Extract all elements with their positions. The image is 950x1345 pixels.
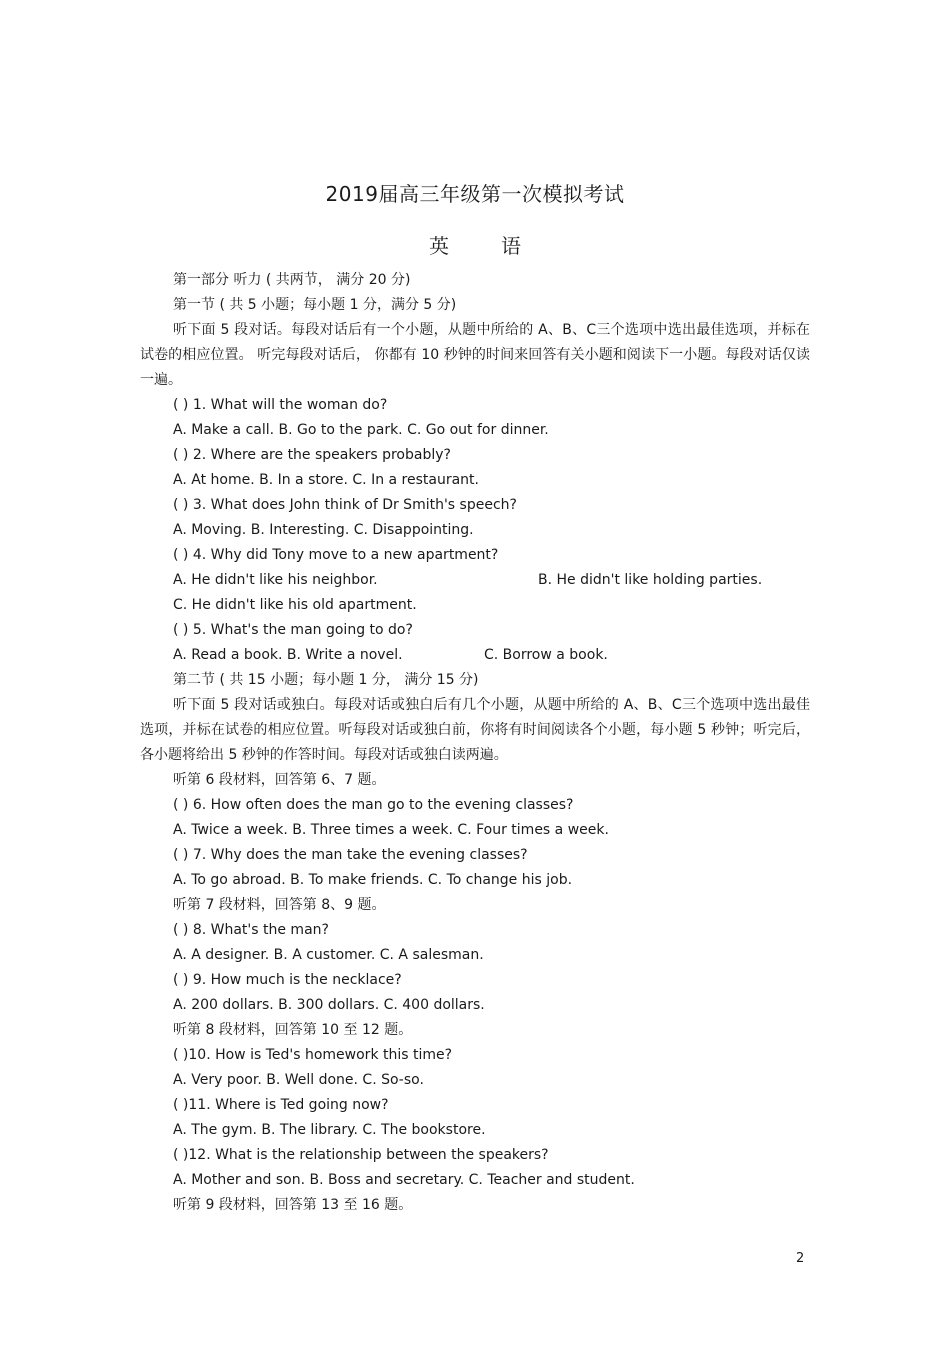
question-1: ( ) 1. What will the woman do? [173, 397, 388, 413]
options-6: A. Twice a week. B. Three times a week. C. Four times a week. [173, 822, 609, 838]
part-heading: 第一部分 听力 ( 共两节， 满分 20 分) [173, 272, 411, 288]
options-8: A. A designer. B. A customer. C. A salesman. [173, 947, 484, 963]
options-10: A. Very poor. B. Well done. C. So-so. [173, 1072, 424, 1088]
section-heading: 第一节 ( 共 5 小题；每小题 1 分，满分 5 分) [173, 297, 457, 313]
question-10: ( )10. How is Ted's homework this time? [173, 1047, 453, 1063]
option-4a: A. He didn't like his neighbor. [173, 572, 378, 588]
material-heading: 听第 8 段材料，回答第 10 至 12 题。 [173, 1022, 413, 1038]
question-8: ( ) 8. What's the man? [173, 922, 329, 938]
section-instructions: 听下面 5 段对话或独白。每段对话或独白后有几个小题，从题中所给的 A、B、C三个选项中选出最佳选项，并标在试卷的相应位置。听每段对话或独白前，你将有时间阅读各个小题，每小题 5 秒钟；听完后，各小题将给出 5 秒钟的作答时间。每段对话或独白读两遍。 [140, 697, 810, 763]
question-11: ( )11. Where is Ted going now? [173, 1097, 389, 1113]
options-1: A. Make a call. B. Go to the park. C. Go out for dinner. [173, 422, 549, 438]
exam-title: 2019届高三年级第一次模拟考试 [325, 182, 625, 206]
material-heading: 听第 9 段材料，回答第 13 至 16 题。 [173, 1197, 413, 1213]
material-heading: 听第 6 段材料，回答第 6、7 题。 [173, 772, 386, 788]
option-5ab: A. Read a book. B. Write a novel. [173, 647, 403, 663]
question-9: ( ) 9. How much is the necklace? [173, 972, 402, 988]
option-4c: C. He didn't like his old apartment. [173, 597, 417, 613]
options-2: A. At home. B. In a store. C. In a restaurant. [173, 472, 479, 488]
subject-char-1: 英 [429, 234, 449, 258]
option-5c: C. Borrow a book. [484, 647, 608, 663]
question-4: ( ) 4. Why did Tony move to a new apartment? [173, 547, 499, 563]
options-12: A. Mother and son. B. Boss and secretary. C. Teacher and student. [173, 1172, 635, 1188]
section-heading: 第二节 ( 共 15 小题；每小题 1 分， 满分 15 分) [173, 672, 479, 688]
question-12: ( )12. What is the relationship between the speakers? [173, 1147, 549, 1163]
question-6: ( ) 6. How often does the man go to the evening classes? [173, 797, 574, 813]
options-5-row [140, 643, 810, 668]
question-3: ( ) 3. What does John think of Dr Smith's speech? [173, 497, 517, 513]
question-2: ( ) 2. Where are the speakers probably? [173, 447, 451, 463]
options-3: A. Moving. B. Interesting. C. Disappointing. [173, 522, 474, 538]
section-instructions: 听下面 5 段对话。每段对话后有一个小题，从题中所给的 A、B、C三个选项中选出最佳选项，并标在试卷的相应位置。 听完每段对话后， 你都有 10 秒钟的时间来回答有关小题和阅读下一小题。每段对话仅读一遍。 [140, 322, 810, 388]
page-number: 2 [796, 1251, 805, 1266]
options-4-row [140, 568, 810, 593]
options-7: A. To go abroad. B. To make friends. C. To change his job. [173, 872, 573, 888]
question-5: ( ) 5. What's the man going to do? [173, 622, 413, 638]
question-7: ( ) 7. Why does the man take the evening classes? [173, 847, 528, 863]
options-11: A. The gym. B. The library. C. The bookstore. [173, 1122, 486, 1138]
subject-heading [0, 230, 950, 259]
options-9: A. 200 dollars. B. 300 dollars. C. 400 dollars. [173, 997, 485, 1013]
subject-char-2: 语 [501, 234, 521, 258]
option-4b: B. He didn't like holding parties. [538, 572, 763, 588]
exam-body [140, 268, 810, 1218]
material-heading: 听第 7 段材料，回答第 8、9 题。 [173, 897, 386, 913]
